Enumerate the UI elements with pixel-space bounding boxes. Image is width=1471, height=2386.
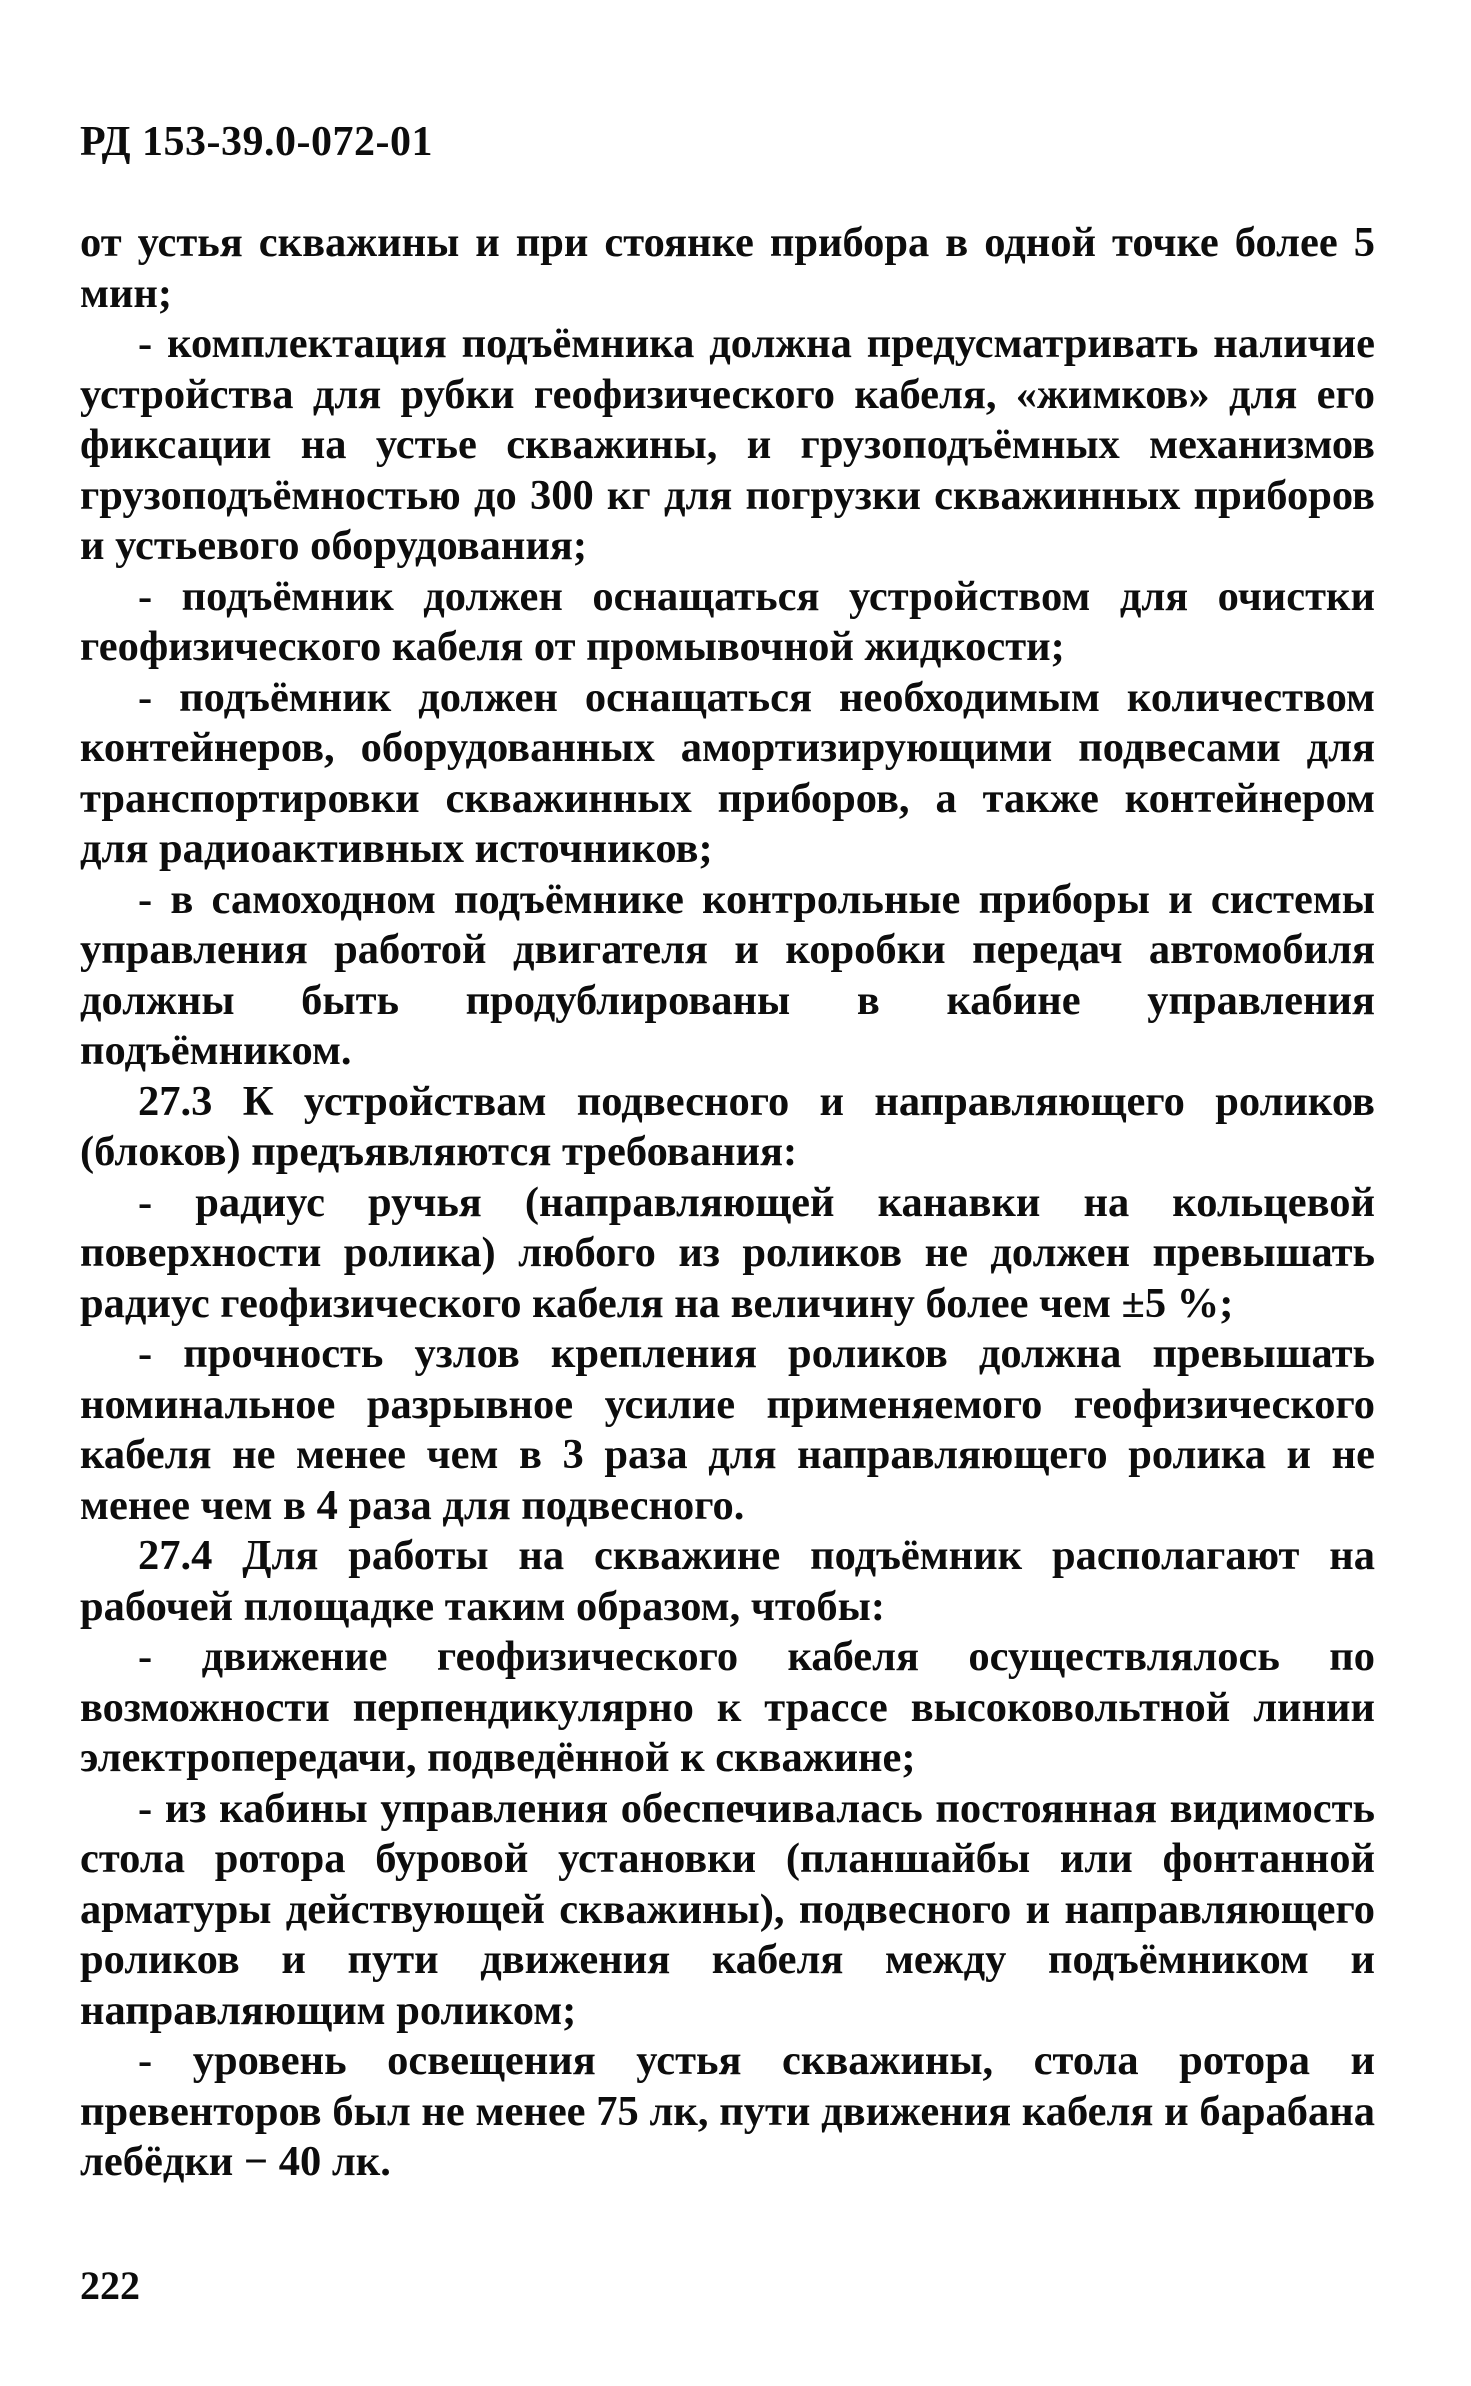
- clause-27-3: 27.3 К устройствам подвесного и направляющего роликов (блоков) предъявляются требования:: [80, 1077, 1375, 1175]
- document-body: [80, 218, 1375, 2188]
- list-item-roller-strength: - прочность узлов крепления роликов должна превышать номинальное разрывное усилие применяемого геофизического кабеля не менее чем в 3 раза для направляющего ролика и не менее чем в 4 раза для подвесного.: [80, 1330, 1375, 1529]
- list-item-cabin-visibility: - из кабины управления обеспечивалась постоянная видимость стола ротора буровой установки (планшайбы или фонтанной арматуры действующей скважины), подвесного и направляющего роликов и пути движения кабеля между подъёмником и направляющим роликом;: [80, 1784, 1375, 2034]
- list-item-cable-cleaning: - подъёмник должен оснащаться устройством для очистки геофизического кабеля от промывочной жидкости;: [80, 572, 1375, 670]
- page-number: 222: [80, 2263, 140, 2308]
- clause-27-4: 27.4 Для работы на скважине подъёмник располагают на рабочей площадке таким образом, чтобы:: [80, 1532, 1375, 1630]
- list-item-self-propelled-hoist: - в самоходном подъёмнике контрольные приборы и системы управления работой двигателя и коробки передач автомобиля должны быть продублированы в кабине управления подъёмником.: [80, 875, 1375, 1074]
- list-item-lighting-level: - уровень освещения устья скважины, стола ротора и превенторов был не менее 75 лк, пути движения кабеля и барабана лебёдки − 40 лк.: [80, 2037, 1375, 2185]
- paragraph-continuation: от устья скважины и при стоянке прибора в одной точке более 5 мин;: [80, 219, 1375, 317]
- list-item-containers: - подъёмник должен оснащаться необходимым количеством контейнеров, оборудованных амортизирующими подвесами для транспортировки скважинных приборов, а также контейнером для радиоактивных источников;: [80, 673, 1375, 872]
- list-item-cable-direction: - движение геофизического кабеля осуществлялось по возможности перпендикулярно к трассе высоковольтной линии электропередачи, подведённой к скважине;: [80, 1633, 1375, 1781]
- list-item-groove-radius: - радиус ручья (направляющей канавки на кольцевой поверхности ролика) любого из роликов не должен превышать радиус геофизического кабеля на величину более чем ±5 %;: [80, 1178, 1375, 1327]
- list-item-hoist-equipment: - комплектация подъёмника должна предусматривать наличие устройства для рубки геофизического кабеля, «жимков» для его фиксации на устье скважины, и грузоподъёмных механизмов грузоподъёмностью до 300 кг для погрузки скважинных приборов и устьевого оборудования;: [80, 320, 1375, 569]
- document-code-header: РД 153-39.0-072-01: [80, 119, 434, 165]
